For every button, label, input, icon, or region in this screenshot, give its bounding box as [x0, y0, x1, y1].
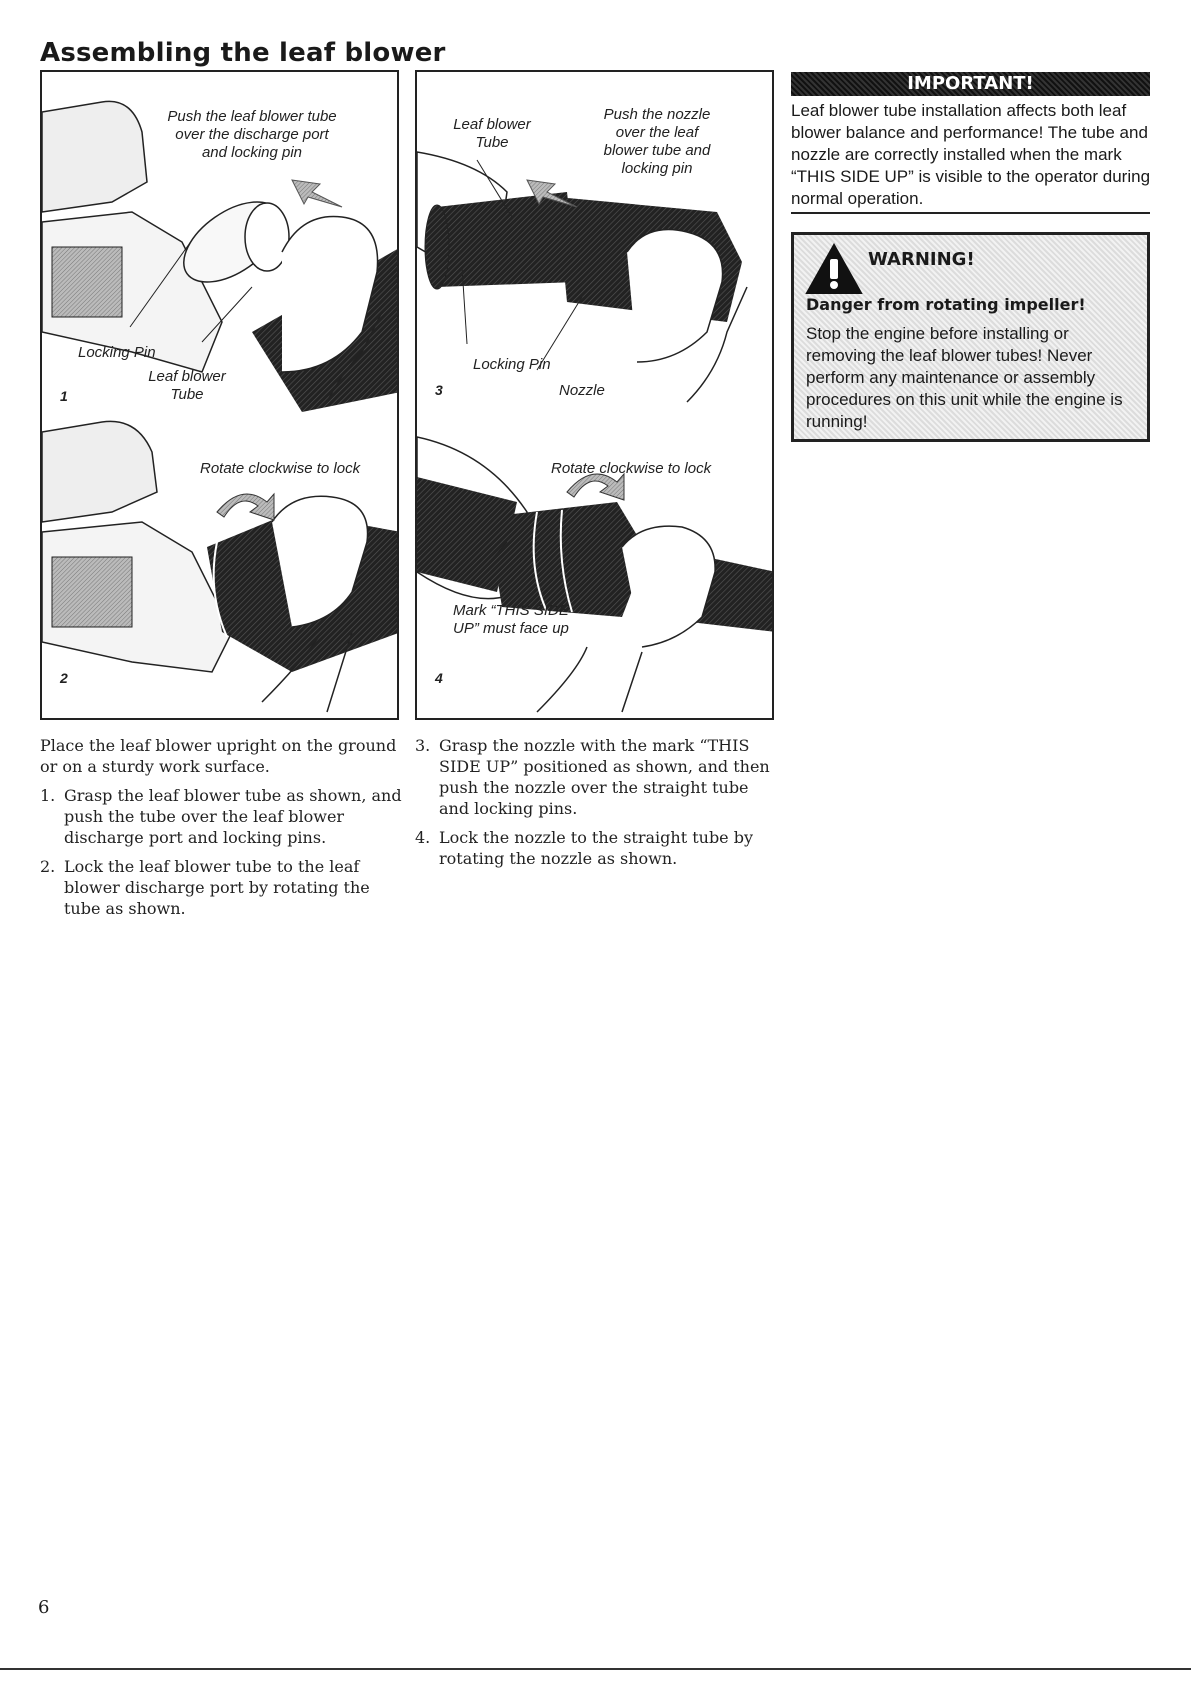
- callout-line: and locking pin: [201, 144, 303, 161]
- step-number: 1.: [40, 786, 56, 805]
- figure-1-locking-pin-label: Locking Pin: [78, 344, 156, 361]
- figure-1-number: 1: [60, 388, 68, 404]
- step-text: Lock the nozzle to the straight tube by rotating the nozzle as shown.: [439, 828, 754, 868]
- warning-triangle-icon: [804, 241, 864, 297]
- instruction-step: [40, 785, 402, 848]
- instruction-step: [40, 856, 402, 919]
- page-title: Assembling the leaf blower: [40, 38, 446, 68]
- warning-text: Stop the engine before installing or removing the leaf blower tubes! Never perform any maintenance or assembly procedures on this unit while the engine is running!: [806, 324, 1123, 431]
- step-number: 4.: [415, 828, 431, 847]
- page-number: 6: [38, 1597, 50, 1618]
- figure-2-number: 2: [60, 670, 68, 686]
- figure-4-mark-label: [453, 602, 569, 638]
- warning-heading: WARNING!: [868, 249, 975, 270]
- bottom-divider: [0, 1668, 1191, 1670]
- important-heading: IMPORTANT!: [791, 72, 1150, 96]
- label-line: Leaf blower: [453, 116, 531, 133]
- important-text: Leaf blower tube installation affects both leaf blower balance and performance! The tube and nozzle are correctly installed when the mark “THIS SIDE UP” is visible to the operator during normal operation.: [791, 101, 1151, 208]
- important-divider: [791, 212, 1150, 214]
- figure-1-callout: [152, 108, 352, 162]
- figure-1-tube-label: [132, 368, 242, 404]
- label-line: Tube: [170, 386, 204, 403]
- figure-3-locking-pin-label: Locking Pin: [473, 356, 551, 373]
- figure-panel-left: [40, 70, 399, 720]
- step-number: 2.: [40, 857, 56, 876]
- instructions-column-1: [40, 735, 402, 927]
- step-number: 3.: [415, 736, 431, 755]
- label-line: Tube: [475, 134, 509, 151]
- callout-line: over the leaf: [615, 124, 699, 141]
- callout-line: Push the leaf blower tube: [167, 108, 337, 125]
- figure-panel-right: [415, 70, 774, 720]
- callout-line: locking pin: [621, 160, 693, 177]
- figure-3-nozzle-label: Nozzle: [559, 382, 605, 399]
- label-line: Mark “THIS SIDE: [453, 602, 569, 619]
- label-line: Leaf blower: [148, 368, 226, 385]
- step-text: Grasp the nozzle with the mark “THIS SIDE UP” positioned as shown, and then push the nozzle over the straight tube and locking pins.: [439, 736, 770, 818]
- instructions-intro: Place the leaf blower upright on the ground or on a sturdy work surface.: [40, 736, 397, 776]
- figure-4-callout: Rotate clockwise to lock: [551, 460, 712, 477]
- figure-3-callout: [567, 106, 747, 178]
- instructions-column-2: [415, 735, 770, 877]
- figure-3-number: 3: [435, 382, 443, 398]
- figure-3-tube-label: [437, 116, 547, 152]
- callout-line: blower tube and: [603, 142, 711, 159]
- callout-line: Push the nozzle: [603, 106, 711, 123]
- figure-4-number: 4: [435, 670, 443, 686]
- warning-box: [791, 232, 1150, 442]
- step-text: Lock the leaf blower tube to the leaf blower discharge port by rotating the tube as shown.: [64, 857, 370, 918]
- instruction-step: [415, 827, 770, 869]
- step-text: Grasp the leaf blower tube as shown, and push the tube over the leaf blower discharge port and locking pins.: [64, 786, 402, 847]
- label-line: UP” must face up: [453, 620, 569, 637]
- figure-2-callout: Rotate clockwise to lock: [200, 460, 361, 477]
- callout-line: over the discharge port: [175, 126, 329, 143]
- warning-subheading: Danger from rotating impeller!: [806, 295, 1086, 314]
- instruction-step: [415, 735, 770, 819]
